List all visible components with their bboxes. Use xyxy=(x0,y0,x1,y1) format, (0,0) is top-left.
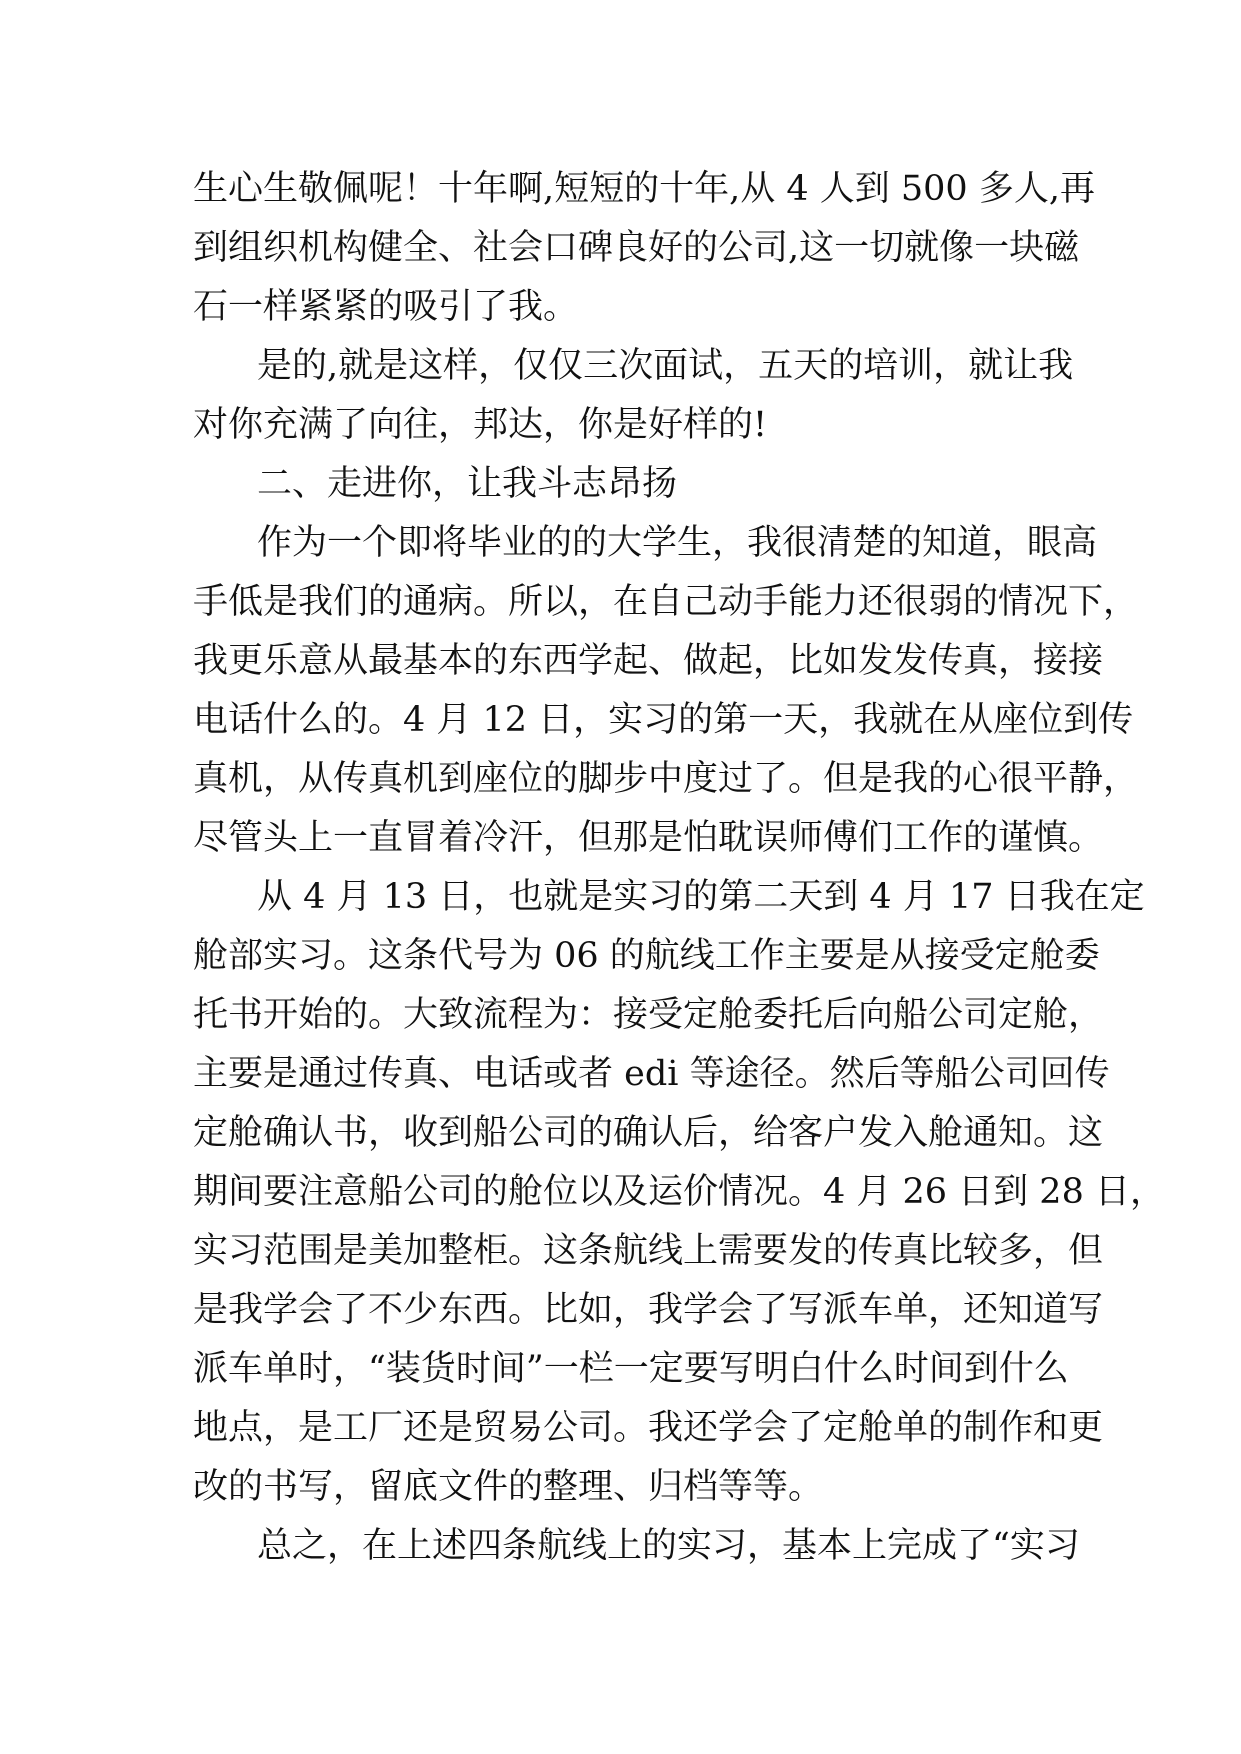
text-line: 从 4 月 13 日，也就是实习的第二天到 4 月 17 日我在定 xyxy=(257,877,1145,917)
document-body xyxy=(193,160,1165,1576)
text-line: 真机，从传真机到座位的脚步中度过了。但是我的心很平静， xyxy=(193,759,1139,799)
text-line: 到组织机构健全、社会口碑良好的公司,这一切就像一块磁 xyxy=(193,228,1080,268)
text-line: 托书开始的。大致流程为：接受定舱委托后向船公司定舱， xyxy=(193,995,1104,1035)
text-line: 派车单时，“装货时间”一栏一定要写明白什么时间到什么 xyxy=(193,1349,1069,1389)
text-line: 期间要注意船公司的舱位以及运价情况。4 月 26 日到 28 日， xyxy=(193,1172,1165,1212)
text-line: 舱部实习。这条代号为 06 的航线工作主要是从接受定舱委 xyxy=(193,936,1100,976)
text-line: 我更乐意从最基本的东西学起、做起，比如发发传真，接接 xyxy=(193,641,1104,681)
text-line: 定舱确认书，收到船公司的确认后，给客户发入舱通知。这 xyxy=(193,1113,1104,1153)
text-line: 尽管头上一直冒着冷汗，但那是怕耽误师傅们工作的谨慎。 xyxy=(193,818,1104,858)
text-line: 电话什么的。4 月 12 日，实习的第一天，我就在从座位到传 xyxy=(193,700,1134,740)
text-line: 是我学会了不少东西。比如，我学会了写派车单，还知道写 xyxy=(193,1290,1104,1330)
text-line: 二、走进你，让我斗志昂扬 xyxy=(257,464,678,504)
text-line: 是的,就是这样，仅仅三次面试，五天的培训，就让我 xyxy=(257,346,1074,386)
text-line: 实习范围是美加整柜。这条航线上需要发的传真比较多，但 xyxy=(193,1231,1104,1271)
text-line: 石一样紧紧的吸引了我。 xyxy=(193,287,579,327)
text-line: 地点，是工厂还是贸易公司。我还学会了定舱单的制作和更 xyxy=(193,1408,1104,1448)
text-line: 作为一个即将毕业的的大学生，我很清楚的知道，眼高 xyxy=(257,523,1098,563)
text-line: 主要是通过传真、电话或者 edi 等途径。然后等船公司回传 xyxy=(193,1054,1110,1094)
text-line: 生心生敬佩呢！十年啊,短短的十年,从 4 人到 500 多人,再 xyxy=(193,169,1095,209)
text-line: 改的书写，留底文件的整理、归档等等。 xyxy=(193,1467,824,1507)
text-line: 手低是我们的通病。所以，在自己动手能力还很弱的情况下， xyxy=(193,582,1139,622)
text-line: 对你充满了向往，邦达，你是好样的! xyxy=(193,405,768,445)
text-line: 总之，在上述四条航线上的实习，基本上完成了“实习 xyxy=(257,1526,1080,1566)
